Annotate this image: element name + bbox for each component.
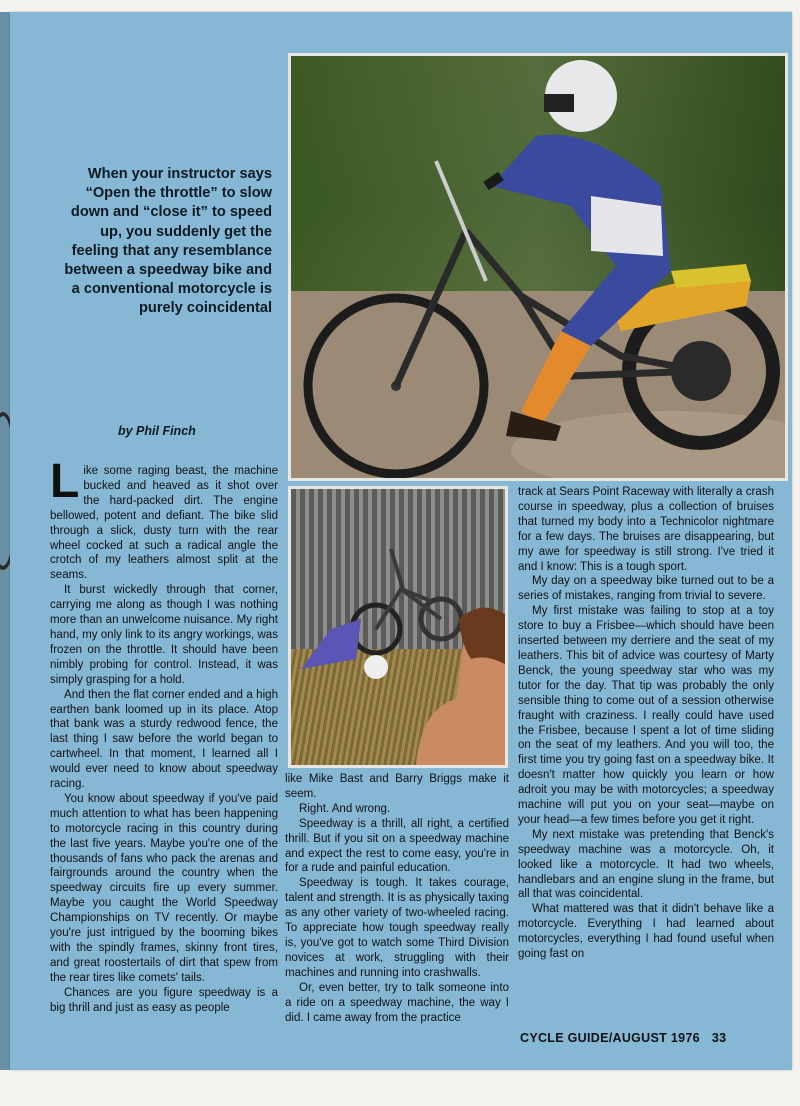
paragraph: track at Sears Point Raceway with literally a crash course in speedway, plus a collection of bruises that turned my body into a Technicolor nightmare for a few days. The bruises are disappearing, but my awe for speedway is still strong. I've tried it and I know: This is a tough sport. [518,486,774,573]
paragraph: My day on a speedway bike turned out to be a series of mistakes, ranging from trivial to severe. [518,575,774,603]
paragraph: What mattered was that it didn't behave like a motorcycle. Everything I had learned about motorcycles, everything I had found useful when going fast on [518,903,774,961]
paragraph: And then the flat corner ended and a high earthen bank loomed up in its place. Atop that bank was a sturdy redwood fence, the last thing I saw before the world began to cartwheel. In that moment, I learned all I would ever need to know about speedway racing. [50,688,278,791]
bike-and-spectator [291,489,505,765]
crashed-bike-photo [288,486,508,768]
paragraph: Speedway is tough. It takes courage, talent and strength. It is as physically taxing as any other variety of two-wheeled racing. To appreciate how tough speedway really is, you've got to watch some Third Division novices at work, struggling with their machines and running into crashwalls. [285,877,509,979]
deck-headline: When your instructor says “Open the throttle” to slow down and “close it” to speed up, you suddenly get the feeling that any resemblance between a speedway bike and a conventional motorcycle is purely coincidental [64,166,272,317]
article-column-2 [285,772,509,1025]
previous-page-edge [0,12,10,1070]
paragraph: Or, even better, try to talk someone into a ride on a speedway machine, the way I did. I came away from the practice [285,981,509,1024]
paragraph: like Mike Bast and Barry Briggs make it seem. [285,773,509,800]
magazine-issue: CYCLE GUIDE/AUGUST 1976 [520,1031,700,1045]
byline: by Phil Finch [118,424,196,438]
paragraph-text: ike some raging beast, the machine bucked and heaved as it shot over the hard-packed dirt. The engine bellowed, potent and defiant. The bike slid through a slick, dusty turn with the rear wheel cocked at such a radical angle the crotch of my leathers almost split at the seams. [50,465,278,582]
paragraph: Chances are you figure speedway is a big thrill and just as easy as people [50,986,278,1014]
page-number: 33 [711,1031,727,1045]
paragraph: My next mistake was pretending that Benck's speedway machine was a motorcycle. Oh, it looked like a motorcycle. It had two wheels, handlebars and an engine slung in the frame, but all that was coincidental. [518,828,774,901]
paragraph: Speedway is a thrill, all right, a certified thrill. But if you sit on a speedway machine and expect the rest to come easy, you're in for a rude and painful education. [285,817,509,875]
speedway-rider-photo [288,53,788,481]
rider-illustration [291,56,785,478]
paragraph: Right. And wrong. [299,802,391,815]
article-column-3 [518,485,774,962]
article-column-1 [50,455,278,1016]
page-footer [520,1031,726,1045]
paragraph: It burst wickedly through that corner, carrying me along as though I was nothing more than an unwelcome nuisance. My right hand, my only link to its angry workings, was frozen on the throttle. It should have been nimbly probing for control. Instead, it was simply grasping for a hold. [50,584,278,686]
paragraph: My first mistake was failing to stop at a toy store to buy a Frisbee—which should have been inserted between my derriere and the seat of my leathers. This bit of advice was courtesy of Marty Benck, the young speedway star who was my tutor for the day. That tip was probably the only sensible thing to come out of a session otherwise fraught with craziness. I really could have used the Frisbee, because I spent a lot of time sliding on the seat of my leathers. And you will too, the first time you try going fast on a speedway bike. It doesn't matter how quickly you learn or how adroit you may be with motorcycles; a speedway machine will put you on your seat—maybe on your head—a few times before you get it right. [518,605,774,826]
paragraph: You know about speedway if you've paid much attention to what has been happening to motorcycle racing in this country during the last five years. Maybe you're one of the thousands of fans who pack the arenas and fairgrounds around the country when the speedway circuits fire up every summer. Maybe you caught the World Speedway Championships on TV recently. Or maybe you're just intrigued by the booming bikes with the spindly frames, skinny front tires, and great roostertails of dirt that spew from the rear tires like comets' tails. [50,792,278,984]
paragraph [50,455,278,583]
drop-cap: L [50,455,80,508]
